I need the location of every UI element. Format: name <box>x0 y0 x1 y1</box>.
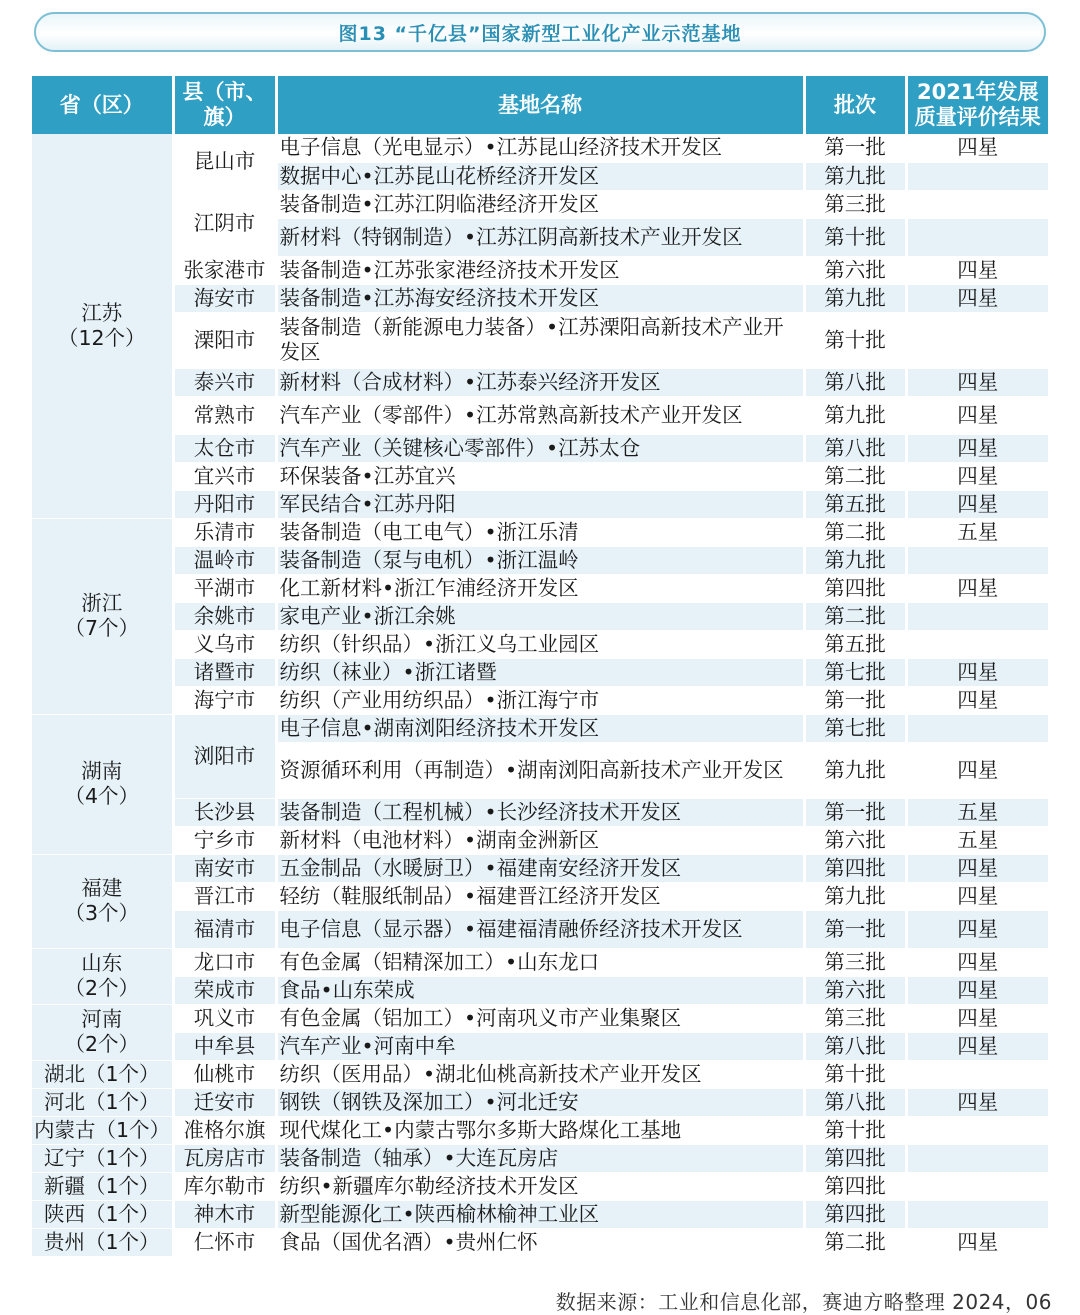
province-count: （1个） <box>84 1173 160 1198</box>
county-cell: 晋江市 <box>173 882 276 910</box>
province-count: （1个） <box>84 1145 160 1170</box>
county-cell: 迁安市 <box>173 1088 276 1116</box>
table-body <box>32 134 1048 1256</box>
table-row <box>32 462 1048 490</box>
table-row <box>32 686 1048 714</box>
base-name-cell: 电子信息（显示器）•福建福清融侨经济技术开发区 <box>276 910 804 948</box>
province-name: 贵州 <box>43 1229 85 1254</box>
table-row <box>32 256 1048 284</box>
county-cell: 仁怀市 <box>173 1228 276 1256</box>
province-count: （1个） <box>84 1061 160 1086</box>
province-name: 浙江 <box>81 591 123 615</box>
province-count: （1个） <box>84 1089 160 1114</box>
batch-cell: 第九批 <box>804 396 906 434</box>
base-name-cell: 家电产业•浙江余姚 <box>276 602 804 630</box>
batch-cell: 第五批 <box>804 490 906 518</box>
province-name: 湖南 <box>81 759 123 783</box>
rating-cell <box>906 1144 1048 1172</box>
batch-cell: 第二批 <box>804 462 906 490</box>
batch-cell: 第八批 <box>804 368 906 396</box>
province-cell <box>32 1144 173 1172</box>
table-row <box>32 396 1048 434</box>
province-name: 辽宁 <box>43 1145 85 1170</box>
batch-cell: 第十批 <box>804 1060 906 1088</box>
rating-cell: 五星 <box>906 798 1048 826</box>
province-count: （1个） <box>84 1201 160 1226</box>
province-cell <box>32 854 173 948</box>
rating-cell: 四星 <box>906 1228 1048 1256</box>
rating-cell <box>906 1200 1048 1228</box>
column-header-province: 省（区） <box>32 76 173 134</box>
rating-cell: 四星 <box>906 396 1048 434</box>
batch-cell: 第四批 <box>804 574 906 602</box>
base-name-cell: 纺织（医用品）•湖北仙桃高新技术产业开发区 <box>276 1060 804 1088</box>
base-name-cell: 轻纺（鞋服纸制品）•福建晋江经济开发区 <box>276 882 804 910</box>
province-name: 河北 <box>43 1089 85 1114</box>
batch-cell: 第十批 <box>804 312 906 368</box>
column-header-base-name: 基地名称 <box>276 76 804 134</box>
base-name-cell: 装备制造•江苏张家港经济技术开发区 <box>276 256 804 284</box>
table-row <box>32 948 1048 976</box>
province-count: （7个） <box>64 616 140 640</box>
county-cell: 准格尔旗 <box>173 1116 276 1144</box>
table-row <box>32 190 1048 218</box>
rating-cell: 四星 <box>906 1032 1048 1060</box>
province-name: 江苏 <box>81 300 123 325</box>
county-cell: 义乌市 <box>173 630 276 658</box>
batch-cell: 第四批 <box>804 1200 906 1228</box>
rating-cell <box>906 602 1048 630</box>
rating-cell <box>906 1116 1048 1144</box>
batch-cell: 第一批 <box>804 686 906 714</box>
rating-cell: 四星 <box>906 574 1048 602</box>
batch-cell: 第六批 <box>804 826 906 854</box>
rating-cell: 四星 <box>906 976 1048 1004</box>
page-title: 图13 “千亿县”国家新型工业化产业示范基地 <box>338 22 742 45</box>
batch-cell: 第八批 <box>804 1088 906 1116</box>
table-row <box>32 574 1048 602</box>
base-name-cell: 化工新材料•浙江乍浦经济开发区 <box>276 574 804 602</box>
base-name-cell: 有色金属（铝精深加工）•山东龙口 <box>276 948 804 976</box>
province-cell <box>32 134 173 518</box>
batch-cell: 第四批 <box>804 854 906 882</box>
county-cell: 瓦房店市 <box>173 1144 276 1172</box>
table-row <box>32 312 1048 368</box>
batch-cell: 第七批 <box>804 714 906 742</box>
county-cell: 福清市 <box>173 910 276 948</box>
province-name: 河南 <box>81 1007 123 1031</box>
base-name-cell: 装备制造（电工电气）•浙江乐清 <box>276 518 804 546</box>
column-header-rating: 2021年发展质量评价结果 <box>906 76 1048 134</box>
base-name-cell: 五金制品（水暖厨卫）•福建南安经济开发区 <box>276 854 804 882</box>
batch-cell: 第一批 <box>804 134 906 162</box>
table-row <box>32 1060 1048 1088</box>
rating-cell: 四星 <box>906 686 1048 714</box>
base-name-cell: 食品•山东荣成 <box>276 976 804 1004</box>
base-name-cell: 汽车产业（关键核心零部件）•江苏太仓 <box>276 434 804 462</box>
table-row <box>32 602 1048 630</box>
county-cell: 溧阳市 <box>173 312 276 368</box>
table-row <box>32 1004 1048 1032</box>
province-name: 陕西 <box>43 1201 85 1226</box>
rating-cell: 四星 <box>906 368 1048 396</box>
table-row <box>32 1116 1048 1144</box>
province-count: （2个） <box>64 1032 140 1056</box>
rating-cell: 四星 <box>906 284 1048 312</box>
rating-cell: 四星 <box>906 854 1048 882</box>
province-cell <box>32 1172 173 1200</box>
table-row <box>32 1172 1048 1200</box>
rating-cell: 四星 <box>906 462 1048 490</box>
county-cell: 库尔勒市 <box>173 1172 276 1200</box>
base-name-cell: 军民结合•江苏丹阳 <box>276 490 804 518</box>
base-name-cell: 装备制造（泵与电机）•浙江温岭 <box>276 546 804 574</box>
county-cell: 余姚市 <box>173 602 276 630</box>
batch-cell: 第十批 <box>804 218 906 256</box>
county-cell: 海安市 <box>173 284 276 312</box>
rating-cell <box>906 190 1048 218</box>
rating-cell: 四星 <box>906 134 1048 162</box>
table-row <box>32 134 1048 162</box>
county-cell: 乐清市 <box>173 518 276 546</box>
table-row <box>32 854 1048 882</box>
table-row <box>32 1088 1048 1116</box>
rating-cell: 四星 <box>906 434 1048 462</box>
table-row <box>32 630 1048 658</box>
batch-cell: 第九批 <box>804 162 906 190</box>
batch-cell: 第八批 <box>804 1032 906 1060</box>
rating-cell: 四星 <box>906 1004 1048 1032</box>
base-name-cell: 电子信息•湖南浏阳经济技术开发区 <box>276 714 804 742</box>
base-name-cell: 纺织•新疆库尔勒经济技术开发区 <box>276 1172 804 1200</box>
title-bar <box>34 12 1046 52</box>
batch-cell: 第二批 <box>804 1228 906 1256</box>
province-name: 内蒙古 <box>34 1117 96 1142</box>
table-row <box>32 368 1048 396</box>
province-cell <box>32 1200 173 1228</box>
batch-cell: 第三批 <box>804 190 906 218</box>
batch-cell: 第三批 <box>804 948 906 976</box>
province-count: （1个） <box>84 1229 160 1254</box>
base-name-cell: 纺织（针织品）•浙江义乌工业园区 <box>276 630 804 658</box>
province-cell <box>32 1004 173 1060</box>
table-row <box>32 1144 1048 1172</box>
table-row <box>32 826 1048 854</box>
table-row <box>32 434 1048 462</box>
rating-cell <box>906 162 1048 190</box>
batch-cell: 第三批 <box>804 1004 906 1032</box>
rating-cell <box>906 1060 1048 1088</box>
table-row <box>32 490 1048 518</box>
county-cell: 宁乡市 <box>173 826 276 854</box>
batch-cell: 第八批 <box>804 434 906 462</box>
base-name-cell: 装备制造（轴承）•大连瓦房店 <box>276 1144 804 1172</box>
rating-cell: 四星 <box>906 256 1048 284</box>
province-name: 湖北 <box>43 1061 85 1086</box>
table-row <box>32 546 1048 574</box>
county-cell: 浏阳市 <box>173 714 276 798</box>
county-cell: 南安市 <box>173 854 276 882</box>
base-name-cell: 有色金属（铝加工）•河南巩义市产业集聚区 <box>276 1004 804 1032</box>
table-row <box>32 1200 1048 1228</box>
county-cell: 宜兴市 <box>173 462 276 490</box>
province-cell <box>32 1228 173 1256</box>
county-cell: 泰兴市 <box>173 368 276 396</box>
county-cell: 仙桃市 <box>173 1060 276 1088</box>
county-cell: 平湖市 <box>173 574 276 602</box>
county-cell: 海宁市 <box>173 686 276 714</box>
column-header-batch: 批次 <box>804 76 906 134</box>
table-row <box>32 882 1048 910</box>
province-count: （2个） <box>64 976 140 1000</box>
batch-cell: 第六批 <box>804 256 906 284</box>
province-cell <box>32 948 173 1004</box>
province-cell <box>32 1088 173 1116</box>
county-cell: 江阴市 <box>173 190 276 256</box>
base-name-cell: 汽车产业•河南中牟 <box>276 1032 804 1060</box>
base-name-cell: 装备制造•江苏海安经济技术开发区 <box>276 284 804 312</box>
rating-cell: 四星 <box>906 948 1048 976</box>
rating-cell <box>906 1172 1048 1200</box>
county-cell: 张家港市 <box>173 256 276 284</box>
province-name: 福建 <box>81 876 123 900</box>
batch-cell: 第九批 <box>804 882 906 910</box>
batch-cell: 第四批 <box>804 1144 906 1172</box>
base-name-cell: 汽车产业（零部件）•江苏常熟高新技术产业开发区 <box>276 396 804 434</box>
county-cell: 丹阳市 <box>173 490 276 518</box>
base-name-cell: 新材料（合成材料）•江苏泰兴经济开发区 <box>276 368 804 396</box>
rating-cell: 五星 <box>906 826 1048 854</box>
base-name-cell: 纺织（产业用纺织品）•浙江海宁市 <box>276 686 804 714</box>
province-count: （1个） <box>95 1117 171 1142</box>
rating-cell <box>906 218 1048 256</box>
county-cell: 昆山市 <box>173 134 276 190</box>
county-cell: 太仓市 <box>173 434 276 462</box>
industrial-base-table <box>32 76 1048 1257</box>
batch-cell: 第九批 <box>804 284 906 312</box>
table-row <box>32 1032 1048 1060</box>
rating-cell: 四星 <box>906 658 1048 686</box>
source-note: 数据来源：工业和信息化部，赛迪方略整理 2024，06 <box>555 1290 1052 1314</box>
base-name-cell: 电子信息（光电显示）•江苏昆山经济技术开发区 <box>276 134 804 162</box>
rating-cell <box>906 312 1048 368</box>
base-name-cell: 环保装备•江苏宜兴 <box>276 462 804 490</box>
batch-cell: 第二批 <box>804 518 906 546</box>
county-cell: 诸暨市 <box>173 658 276 686</box>
province-count: （3个） <box>64 901 140 925</box>
batch-cell: 第二批 <box>804 602 906 630</box>
table-row <box>32 658 1048 686</box>
batch-cell: 第五批 <box>804 630 906 658</box>
base-name-cell: 装备制造•江苏江阴临港经济开发区 <box>276 190 804 218</box>
table-row <box>32 714 1048 742</box>
county-cell: 中牟县 <box>173 1032 276 1060</box>
rating-cell: 五星 <box>906 518 1048 546</box>
table-row <box>32 976 1048 1004</box>
table-header <box>32 76 1048 134</box>
rating-cell: 四星 <box>906 910 1048 948</box>
batch-cell: 第十批 <box>804 1116 906 1144</box>
county-cell: 荣成市 <box>173 976 276 1004</box>
rating-cell <box>906 630 1048 658</box>
province-cell <box>32 1060 173 1088</box>
table-row <box>32 798 1048 826</box>
table-row <box>32 910 1048 948</box>
base-name-cell: 新材料（特钢制造）•江苏江阴高新技术产业开发区 <box>276 218 804 256</box>
base-name-cell: 资源循环利用（再制造）•湖南浏阳高新技术产业开发区 <box>276 742 804 798</box>
base-name-cell: 装备制造（新能源电力装备）•江苏溧阳高新技术产业开发区 <box>276 312 804 368</box>
batch-cell: 第四批 <box>804 1172 906 1200</box>
base-name-cell: 新型能源化工•陕西榆林榆神工业区 <box>276 1200 804 1228</box>
base-name-cell: 钢铁（钢铁及深加工）•河北迁安 <box>276 1088 804 1116</box>
table-row <box>32 1228 1048 1256</box>
rating-cell <box>906 546 1048 574</box>
table-row <box>32 284 1048 312</box>
batch-cell: 第九批 <box>804 546 906 574</box>
rating-cell: 四星 <box>906 882 1048 910</box>
county-cell: 巩义市 <box>173 1004 276 1032</box>
batch-cell: 第六批 <box>804 976 906 1004</box>
province-cell <box>32 518 173 714</box>
batch-cell: 第一批 <box>804 910 906 948</box>
province-name: 山东 <box>81 951 123 975</box>
batch-cell: 第一批 <box>804 798 906 826</box>
county-cell: 龙口市 <box>173 948 276 976</box>
base-name-cell: 现代煤化工•内蒙古鄂尔多斯大路煤化工基地 <box>276 1116 804 1144</box>
base-name-cell: 新材料（电池材料）•湖南金洲新区 <box>276 826 804 854</box>
column-header-county: 县（市、旗） <box>173 76 276 134</box>
county-cell: 温岭市 <box>173 546 276 574</box>
province-name: 新疆 <box>43 1173 85 1198</box>
province-count: （4个） <box>64 784 140 808</box>
county-cell: 长沙县 <box>173 798 276 826</box>
province-cell <box>32 1116 173 1144</box>
base-name-cell: 装备制造（工程机械）•长沙经济技术开发区 <box>276 798 804 826</box>
base-name-cell: 数据中心•江苏昆山花桥经济开发区 <box>276 162 804 190</box>
province-count: （12个） <box>57 325 146 350</box>
base-name-cell: 食品（国优名酒）•贵州仁怀 <box>276 1228 804 1256</box>
rating-cell: 四星 <box>906 1088 1048 1116</box>
batch-cell: 第七批 <box>804 658 906 686</box>
table-row <box>32 518 1048 546</box>
batch-cell: 第九批 <box>804 742 906 798</box>
county-cell: 常熟市 <box>173 396 276 434</box>
base-name-cell: 纺织（袜业）•浙江诸暨 <box>276 658 804 686</box>
province-cell <box>32 714 173 854</box>
county-cell: 神木市 <box>173 1200 276 1228</box>
rating-cell <box>906 714 1048 742</box>
rating-cell: 四星 <box>906 490 1048 518</box>
rating-cell: 四星 <box>906 742 1048 798</box>
